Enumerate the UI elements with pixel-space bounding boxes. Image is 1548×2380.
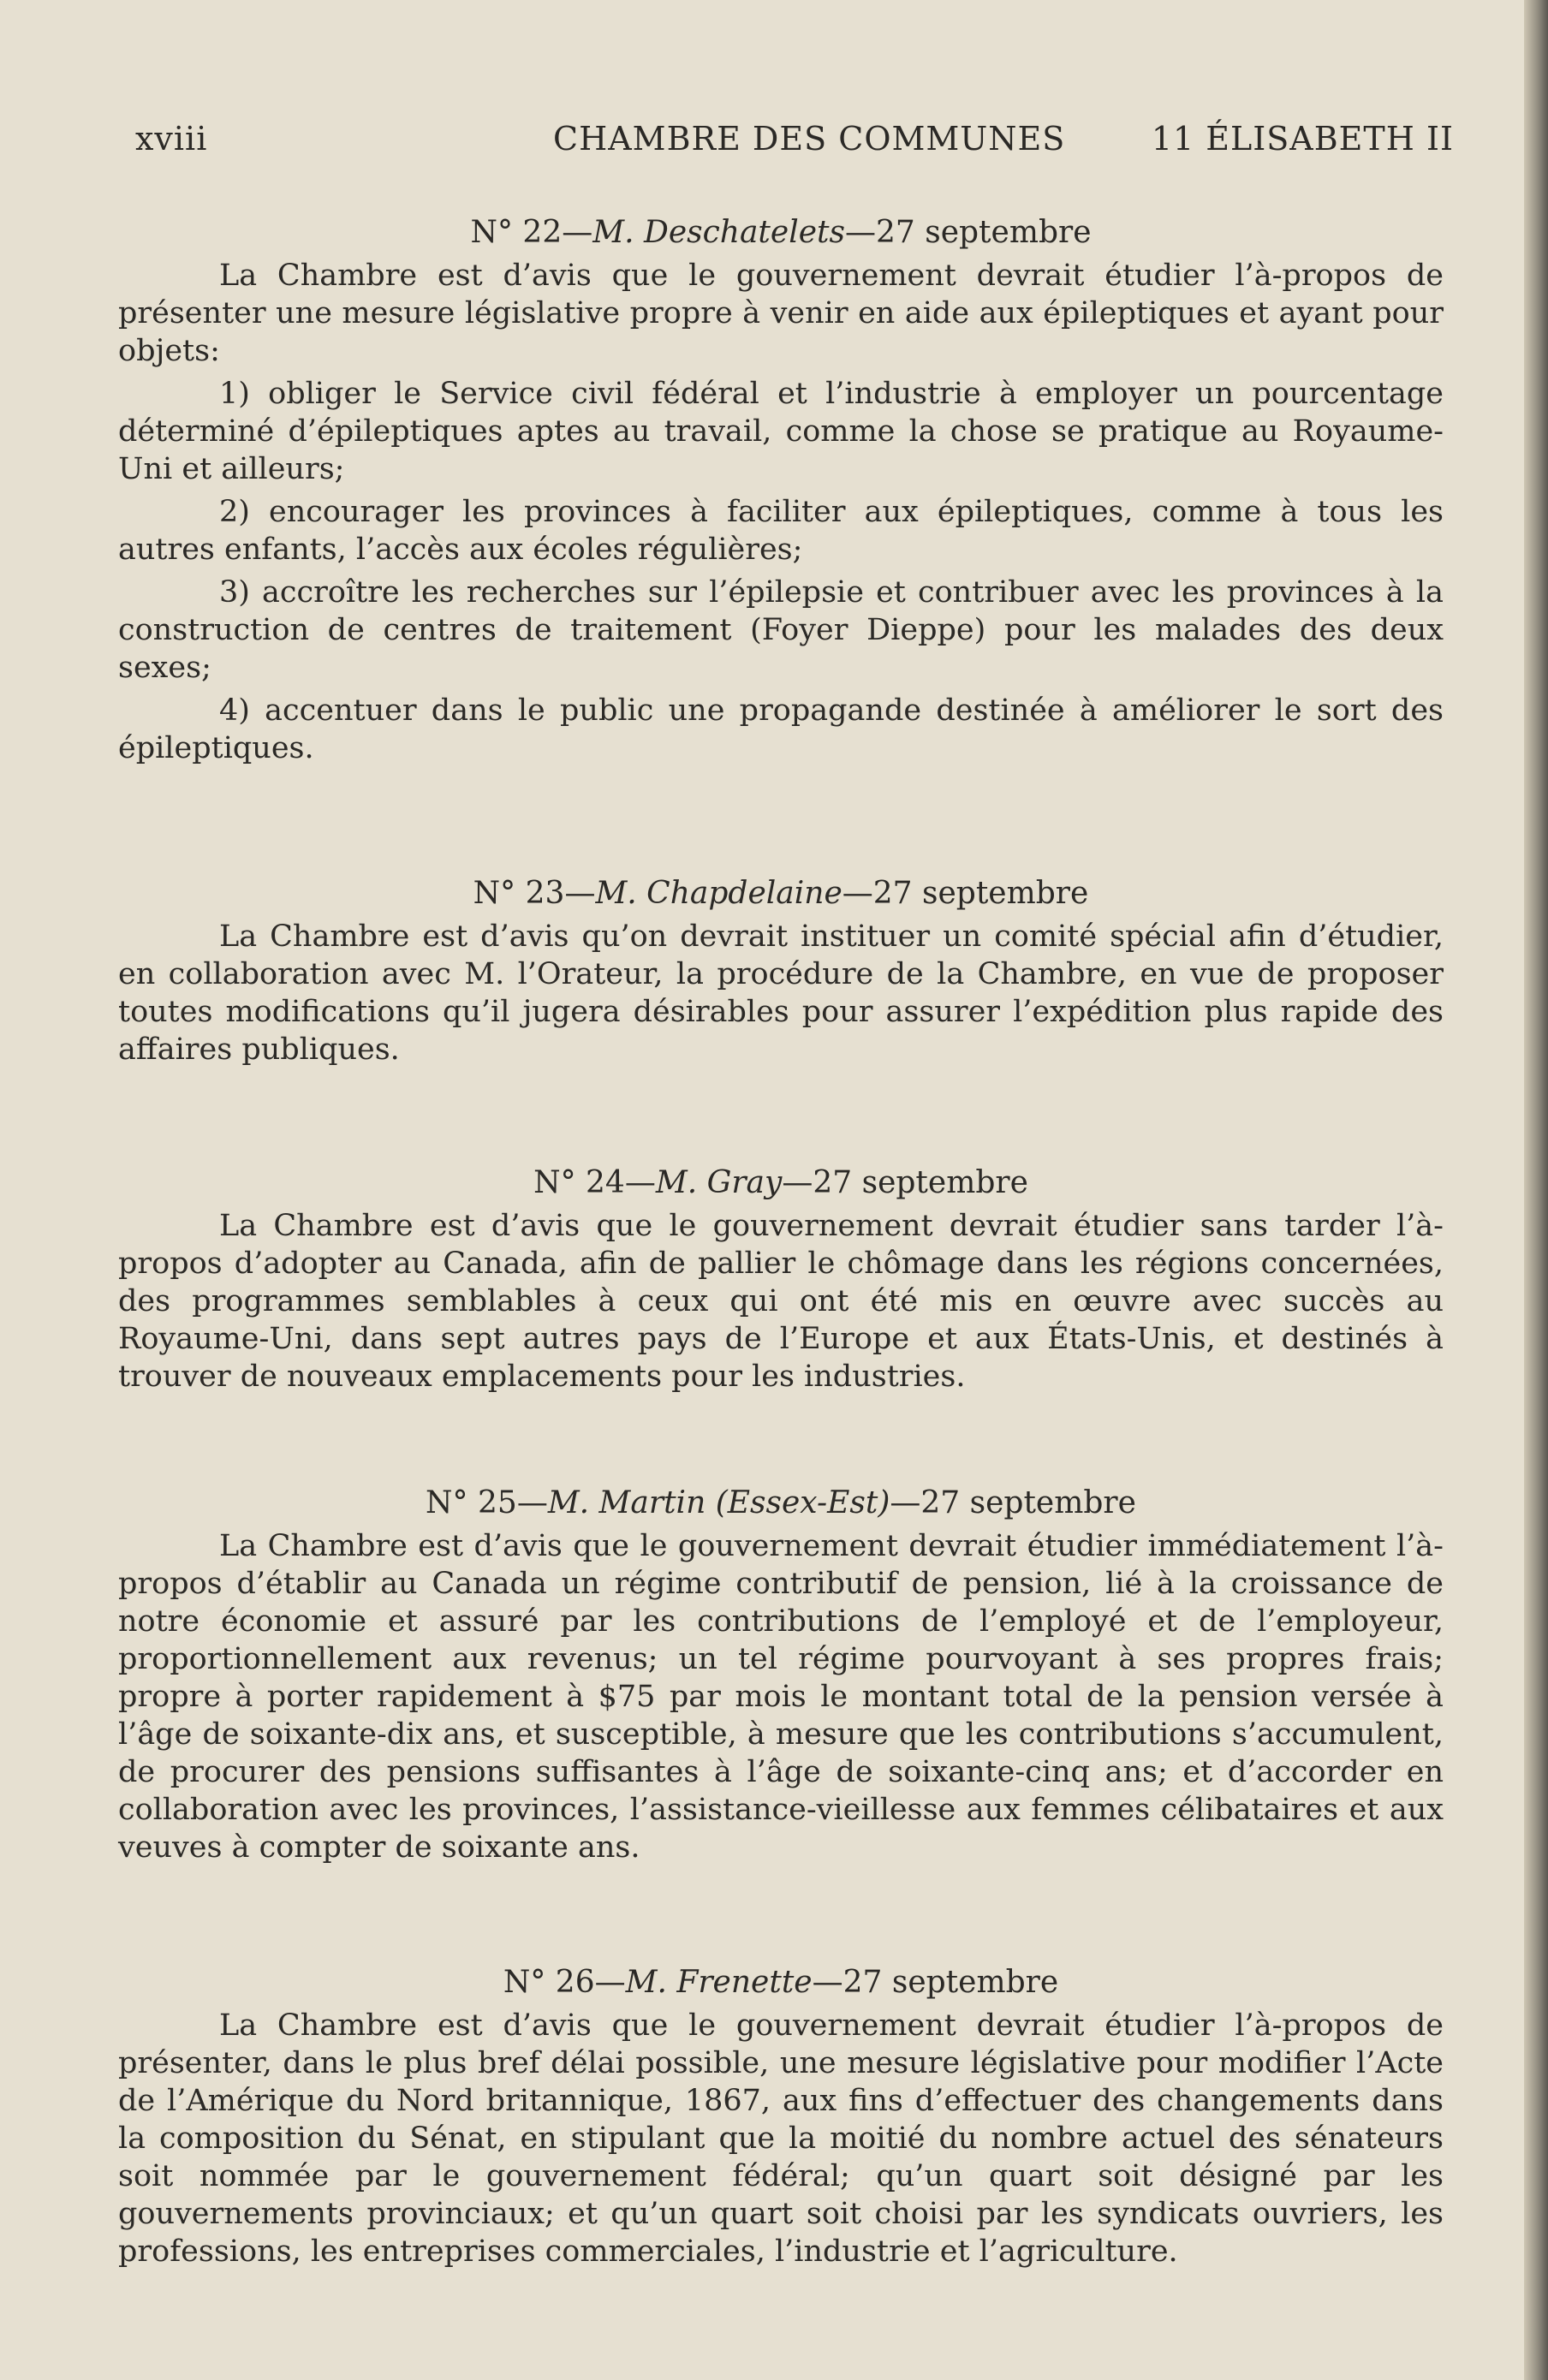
motion-25 (118, 1483, 1444, 1866)
motion-number: N° 23 (473, 876, 565, 911)
motion-title: N° 26—M. Frenette—27 septembre (503, 1965, 1059, 2000)
page-number: xviii (135, 120, 208, 158)
motion-26 (118, 1962, 1444, 2270)
motion-paragraph: La Chambre est d’avis que le gouvernement devrait étudier sans tarder l’à-propos d’adopter au Canada, afin de pallier le chômage dans les régions concernées, des programmes semblables à ceux qui ont été mis en œuvre avec succès au Royaume-Uni, dans sept autres pays de l’Europe et aux États-Unis, et destinés à trouver de nouveaux emplacements pour les industries. (118, 1209, 1444, 1394)
motion-number: N° 26 (503, 1965, 595, 2000)
motion-date: 27 septembre (842, 1965, 1059, 2000)
motion-date: 27 septembre (813, 1165, 1028, 1200)
motion-paragraph: La Chambre est d’avis que le gouvernement devrait étudier l’à-propos de présenter une mesure législative propre à venir en aide aux épileptiques et ayant pour objets: (118, 259, 1444, 368)
section-spacer (118, 1074, 1444, 1163)
motions-list (118, 212, 1444, 2276)
motion-22 (118, 212, 1444, 767)
motion-23 (118, 873, 1444, 1068)
motion-paragraph: La Chambre est d’avis qu’on devrait instituer un comité spécial afin d’étudier, en collaboration avec M. l’Orateur, la procédure de la Chambre, en vue de proposer toutes modifications qu’il jugera désirables pour assurer l’expédition plus rapide des affaires publiques. (118, 919, 1444, 1067)
motion-title: N° 23—M. Chapdelaine—27 septembre (473, 876, 1089, 911)
motion-date: 27 septembre (872, 876, 1089, 911)
motion-paragraph: 3) accroître les recherches sur l’épilepsie et contribuer avec les provinces à la construction de centres de traitement (Foyer Dieppe) pour les malades des deux sexes; (118, 575, 1444, 685)
motion-paragraph: La Chambre est d’avis que le gouvernement devrait étudier l’à-propos de présenter, dans le plus bref délai possible, une mesure législative pour modifier l’Acte de l’Amérique du Nord britannique, 1867, aux fins d’effectuer des changements dans la composition du Sénat, en stipulant que la moitié du nombre actuel des sénateurs soit nommée par le gouvernement fédéral; qu’un quart soit désigné par les gouvernements provinciaux; et qu’un quart soit choisi par les syndicats ouvriers, les professions, les entreprises commerciales, l’industrie et l’agriculture. (118, 2008, 1444, 2269)
motion-member: M. Gray (655, 1165, 783, 1200)
section-spacer (118, 1401, 1444, 1483)
reign-year: 11 ÉLISABETH II (1151, 120, 1454, 158)
motion-member: M. Deschatelets (592, 215, 845, 250)
motion-paragraph: 2) encourager les provinces à faciliter aux épileptiques, comme à tous les autres enfants, l’accès aux écoles régulières; (118, 495, 1444, 567)
motion-member: M. Martin (Essex-Est) (547, 1485, 890, 1520)
motion-member: M. Frenette (625, 1965, 813, 2000)
page-binding-edge (1524, 0, 1548, 2380)
motion-title: N° 25—M. Martin (Essex-Est)—27 septembre (426, 1485, 1136, 1520)
page-header (135, 120, 1454, 164)
motion-date: 27 septembre (920, 1485, 1136, 1520)
motion-number: N° 22 (470, 215, 563, 250)
motion-paragraph: 1) obliger le Service civil fédéral et l’industrie à employer un pourcentage déterminé d’épileptiques aptes au travail, comme la chose se pratique au Royaume-Uni et ailleurs; (118, 377, 1444, 486)
motion-paragraph: La Chambre est d’avis que le gouvernement devrait étudier immédiatement l’à-propos d’établir au Canada un régime contributif de pension, lié à la croissance de notre économie et assuré par les contributions de l’employé et de l’employeur, proportionnellement aux revenus; un tel régime pourvoyant à ses propres frais; propre à porter rapidement à $75 par mois le montant total de la pension versée à l’âge de soixante-dix ans, et susceptible, à mesure que les contributions s’accumulent, de procurer des pensions suffisantes à l’âge de soixante-cinq ans; et d’accorder en collaboration avec les provinces, l’assistance-vieillesse aux femmes célibataires et aux veuves à compter de soixante ans. (118, 1529, 1444, 1865)
motion-title: N° 22—M. Deschatelets—27 septembre (470, 215, 1092, 250)
motion-number: N° 25 (426, 1485, 517, 1520)
motion-member: M. Chapdelaine (595, 876, 842, 911)
motion-title: N° 24—M. Gray—27 septembre (533, 1165, 1028, 1200)
running-title: CHAMBRE DES COMMUNES (553, 120, 1066, 158)
motion-number: N° 24 (533, 1165, 625, 1200)
section-spacer (118, 1871, 1444, 1962)
section-spacer (118, 772, 1444, 873)
motion-date: 27 septembre (875, 215, 1092, 250)
motion-24 (118, 1163, 1444, 1395)
motion-paragraph: 4) accentuer dans le public une propagande destinée à améliorer le sort des épileptiques. (118, 693, 1444, 765)
